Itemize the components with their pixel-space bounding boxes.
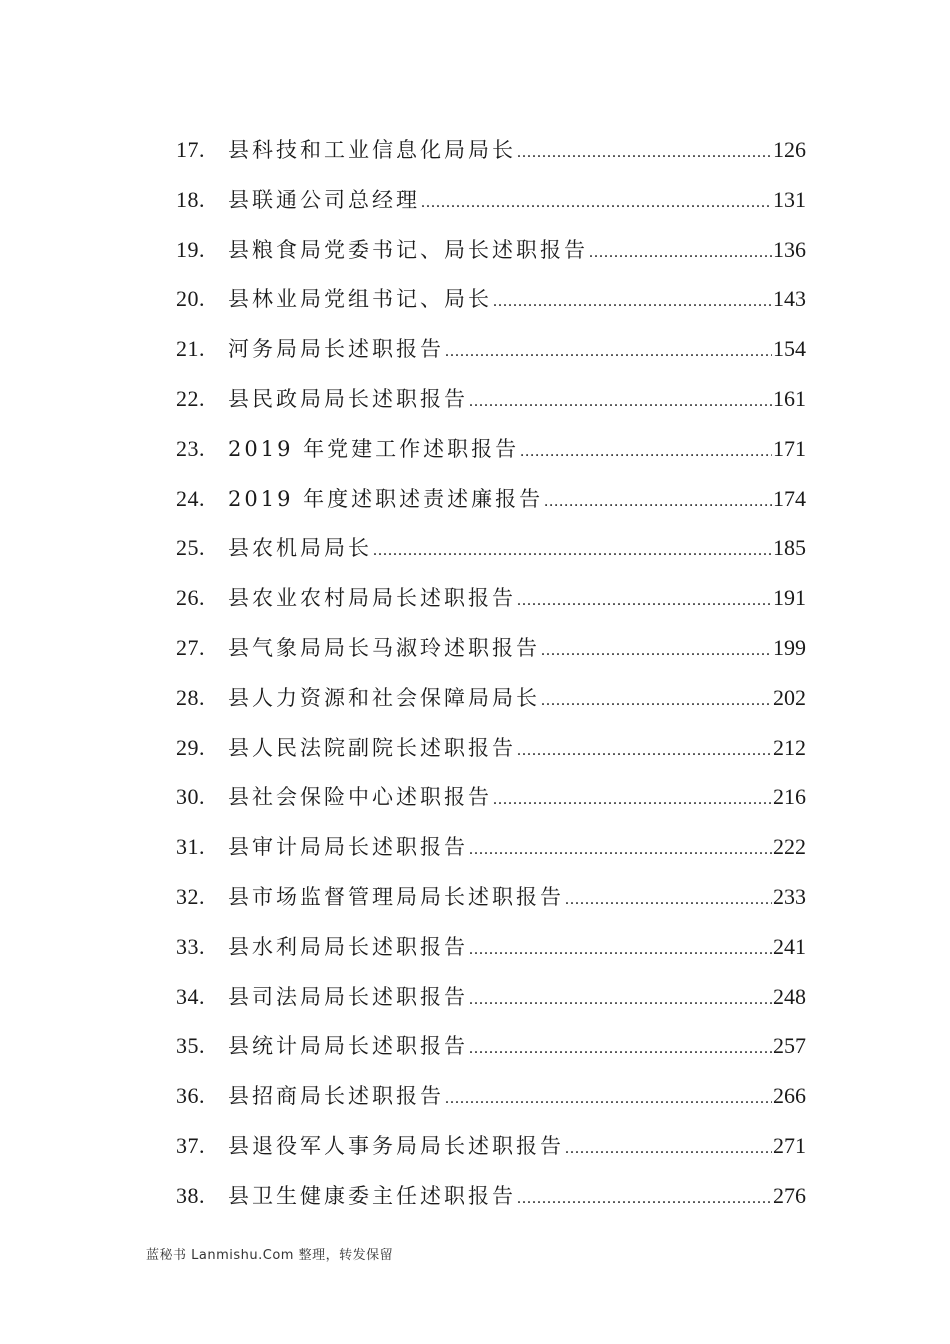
toc-entry-number: 38. (176, 1182, 205, 1208)
toc-entry-page: 212 (773, 734, 806, 760)
toc-entry-number: 25. (176, 535, 205, 561)
toc-entry-title: 县农业农村局局长述职报告 (228, 586, 516, 611)
toc-leader-dots (469, 830, 772, 870)
toc-leader-dots (373, 531, 772, 571)
toc-entry[interactable] (176, 479, 806, 529)
toc-entry[interactable] (176, 678, 806, 728)
toc-leader-dots (517, 731, 772, 771)
toc-leader-dots (421, 183, 772, 223)
toc-leader-dots (469, 980, 772, 1020)
toc-entry-title: 县审计局局长述职报告 (228, 835, 468, 860)
toc-entry-number: 27. (176, 634, 205, 660)
toc-leader-dots (544, 482, 772, 522)
toc-entry-number: 30. (176, 784, 205, 810)
toc-entry-number: 33. (176, 933, 205, 959)
toc-entry-page: 276 (773, 1182, 806, 1208)
toc-entry-title: 县科技和工业信息化局局长 (228, 138, 516, 162)
footer-watermark-text: 蓝秘书 Lanmishu.Com 整理，转发保留 (146, 1248, 394, 1263)
toc-entry[interactable] (176, 1176, 806, 1226)
toc-entry[interactable] (176, 777, 806, 827)
toc-entry-number: 26. (176, 585, 205, 611)
toc-entry-page: 143 (773, 286, 806, 312)
toc-leader-dots (565, 1129, 772, 1169)
toc-entry[interactable] (176, 877, 806, 927)
toc-entry-number: 22. (176, 385, 205, 411)
toc-leader-dots (520, 432, 772, 472)
toc-entry-title: 县人民法院副院长述职报告 (228, 735, 516, 760)
toc-entry-title: 县民政局局长述职报告 (228, 386, 468, 411)
toc-entry-page: 185 (773, 535, 806, 561)
toc-entry-title: 县农机局局长 (228, 536, 372, 561)
toc-entry-page: 222 (773, 834, 806, 860)
toc-leader-dots (517, 581, 772, 621)
toc-entry-title: 县司法局局长述职报告 (228, 984, 468, 1009)
toc-leader-dots (517, 1179, 772, 1219)
toc-entry[interactable] (176, 379, 806, 429)
toc-entry-title: 县卫生健康委主任述职报告 (228, 1183, 516, 1208)
toc-entry-title: 县退役军人事务局局长述职报告 (228, 1133, 564, 1158)
toc-leader-dots (541, 631, 772, 671)
toc-entry[interactable] (176, 429, 806, 479)
toc-entry[interactable] (176, 130, 806, 180)
toc-entry[interactable] (176, 180, 806, 230)
toc-entry-page: 257 (773, 1033, 806, 1059)
toc-entry-number: 18. (176, 186, 205, 212)
toc-entry-number: 24. (176, 485, 205, 511)
toc-entry-title: 县统计局局长述职报告 (228, 1034, 468, 1059)
toc-entry-number: 37. (176, 1132, 205, 1158)
toc-entry-number: 29. (176, 734, 205, 760)
toc-entry-number: 35. (176, 1033, 205, 1059)
toc-leader-dots (445, 332, 772, 372)
toc-entry-page: 266 (773, 1083, 806, 1109)
toc-entry-page: 131 (773, 186, 806, 212)
toc-leader-dots (493, 780, 772, 820)
toc-entry-page: 271 (773, 1132, 806, 1158)
toc-entry-number: 21. (176, 336, 205, 362)
toc-entry-title: 县林业局党组书记、局长 (228, 287, 492, 312)
toc-entry[interactable] (176, 728, 806, 778)
toc-entry-page: 126 (773, 137, 806, 162)
toc-entry-title: 2019 年度述职述责述廉报告 (228, 486, 544, 511)
toc-entry[interactable] (176, 329, 806, 379)
toc-entry-title: 县市场监督管理局局长述职报告 (228, 884, 564, 909)
toc-entry-title: 县社会保险中心述职报告 (228, 785, 492, 810)
toc-entry-title: 县招商局长述职报告 (228, 1084, 444, 1109)
toc-leader-dots (469, 382, 772, 422)
toc-leader-dots (493, 282, 772, 322)
toc-entry-number: 34. (176, 983, 205, 1009)
toc-entry-number: 31. (176, 834, 205, 860)
toc-entry[interactable] (176, 827, 806, 877)
toc-entry[interactable] (176, 578, 806, 628)
toc-entry-number: 36. (176, 1083, 205, 1109)
toc-entry-title: 县气象局局长马淑玲述职报告 (228, 635, 540, 660)
toc-entry-number: 32. (176, 883, 205, 909)
toc-entry-page: 233 (773, 883, 806, 909)
toc-leader-dots (541, 681, 772, 721)
toc-entry-title: 县水利局局长述职报告 (228, 934, 468, 959)
toc-entry-page: 216 (773, 784, 806, 810)
toc-entry[interactable] (176, 230, 806, 280)
toc-entry-page: 174 (773, 485, 806, 511)
toc-entry-number: 19. (176, 236, 205, 262)
toc-entry[interactable] (176, 528, 806, 578)
toc-entry[interactable] (176, 1076, 806, 1126)
toc-leader-dots (445, 1079, 772, 1119)
toc-leader-dots (565, 880, 772, 920)
toc-entry-page: 154 (773, 336, 806, 362)
toc-entry-page: 241 (773, 933, 806, 959)
toc-leader-dots (589, 233, 772, 273)
toc-entry-page: 161 (773, 385, 806, 411)
toc-entry-number: 23. (176, 435, 205, 461)
toc-entry[interactable] (176, 977, 806, 1027)
toc-entry-number: 28. (176, 684, 205, 710)
toc-leader-dots (469, 1029, 772, 1069)
toc-entry[interactable] (176, 927, 806, 977)
toc-entry-page: 171 (773, 435, 806, 461)
toc-entry-page: 136 (773, 236, 806, 262)
toc-entry-title: 县人力资源和社会保障局局长 (228, 685, 540, 710)
toc-entry-number: 17. (176, 137, 205, 162)
table-of-contents (176, 130, 806, 1226)
toc-entry-title: 2019 年党建工作述职报告 (228, 436, 520, 461)
toc-entry[interactable] (176, 279, 806, 329)
toc-entry-title: 县联通公司总经理 (228, 187, 420, 212)
toc-entry-title: 县粮食局党委书记、局长述职报告 (228, 237, 588, 262)
toc-entry[interactable] (176, 628, 806, 678)
toc-entry-title: 河务局局长述职报告 (228, 337, 444, 362)
toc-leader-dots (517, 133, 772, 173)
toc-entry[interactable] (176, 1126, 806, 1176)
toc-leader-dots (469, 930, 772, 970)
toc-entry-page: 248 (773, 983, 806, 1009)
toc-entry[interactable] (176, 1026, 806, 1076)
toc-entry-page: 199 (773, 634, 806, 660)
toc-entry-page: 191 (773, 585, 806, 611)
toc-entry-number: 20. (176, 286, 205, 312)
toc-entry-page: 202 (773, 684, 806, 710)
